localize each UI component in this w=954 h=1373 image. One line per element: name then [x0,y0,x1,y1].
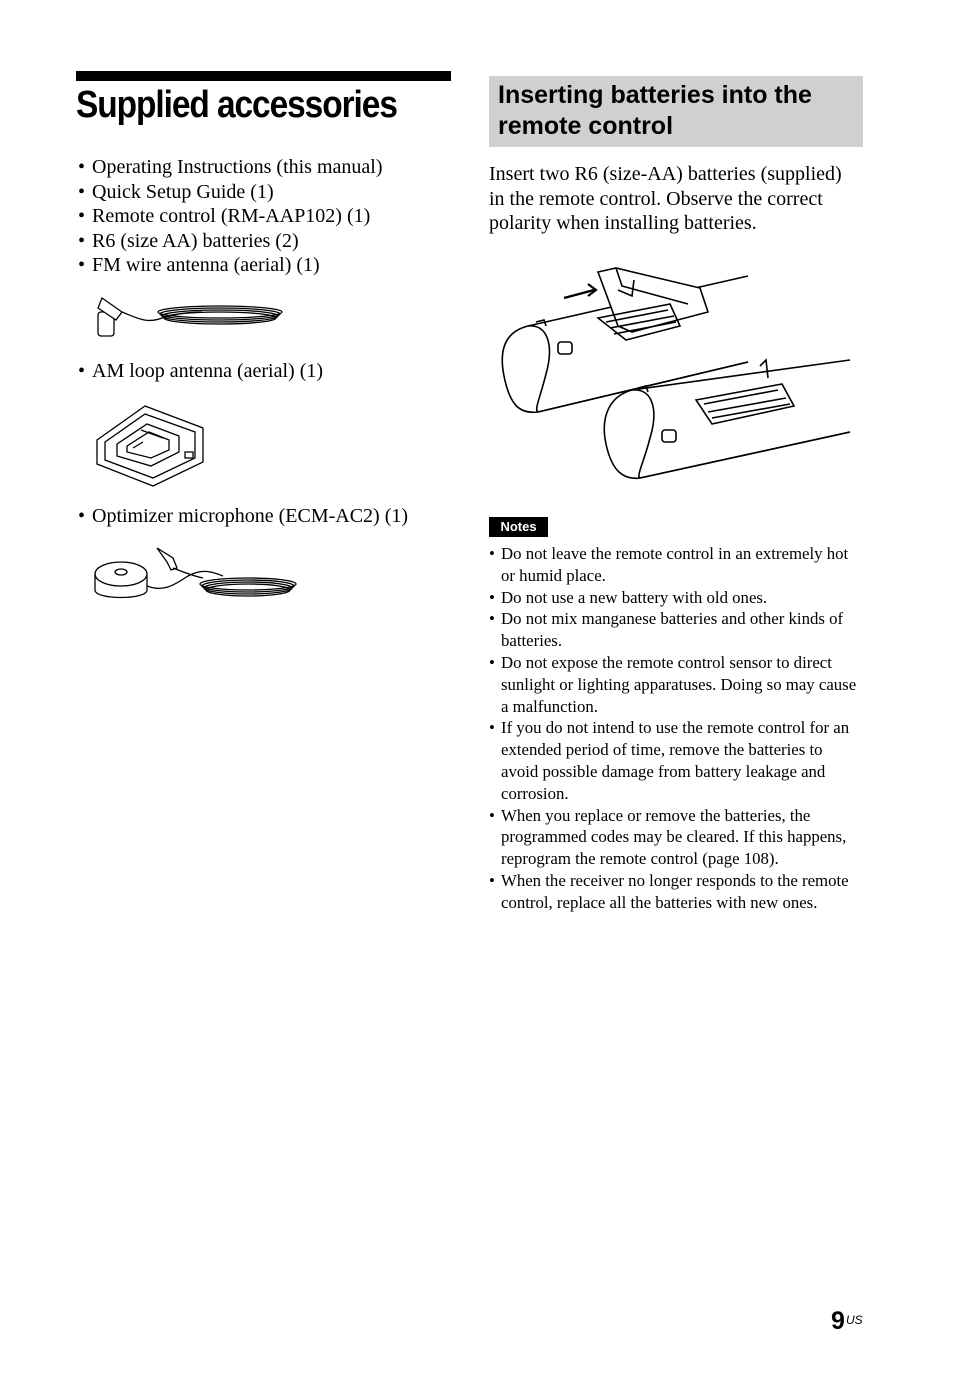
accessory-list-mic [78,504,408,529]
intro-paragraph: Insert two R6 (size-AA) batteries (supplied) in the remote control. Observe the correct polarity when installing batteries. [489,163,842,235]
accessory-list [78,155,383,278]
fm-antenna-illustration [92,294,287,344]
am-loop-antenna-illustration [93,402,208,488]
list-item: • Optimizer microphone (ECM-AC2) (1) [78,504,408,529]
list-item: • AM loop antenna (aerial) (1) [78,359,323,384]
notes-label: Notes [489,517,548,537]
microphone-illustration [93,546,298,610]
list-item: • If you do not intend to use the remote control for an extended period of time, remove the batteries to avoid possible damage from battery leakage and corrosion. [489,717,863,804]
list-item: • Do not use a new battery with old ones. [489,587,863,609]
list-item: • When the receiver no longer responds to the remote control, replace all the batteries with new ones. [489,870,863,914]
list-item: • Remote control (RM-AAP102) (1) [78,204,383,229]
page-title: Supplied accessories [76,84,397,126]
list-item: • When you replace or remove the batteries, the programmed codes may be cleared. If this happens, reprogram the remote control (page 108). [489,805,863,870]
list-item: • Do not mix manganese batteries and other kinds of batteries. [489,608,863,652]
list-item: • Operating Instructions (this manual) [78,155,383,180]
notes-list [489,543,863,914]
list-item: • Do not expose the remote control sensor to direct sunlight or lighting apparatuses. Doing so may cause a malfunction. [489,652,863,717]
section-heading-text: Inserting batteries into the remote control [498,81,812,140]
list-item: • Do not leave the remote control in an extremely hot or humid place. [489,543,863,587]
list-item: • R6 (size AA) batteries (2) [78,229,383,254]
title-rule [76,71,451,81]
page-number: 9 [831,1307,845,1335]
page-suffix: US [846,1313,863,1327]
section-heading [498,80,848,142]
remote-battery-illustration [498,266,854,502]
list-item: • FM wire antenna (aerial) (1) [78,253,383,278]
list-item: • Quick Setup Guide (1) [78,180,383,205]
accessory-list-am [78,359,323,384]
